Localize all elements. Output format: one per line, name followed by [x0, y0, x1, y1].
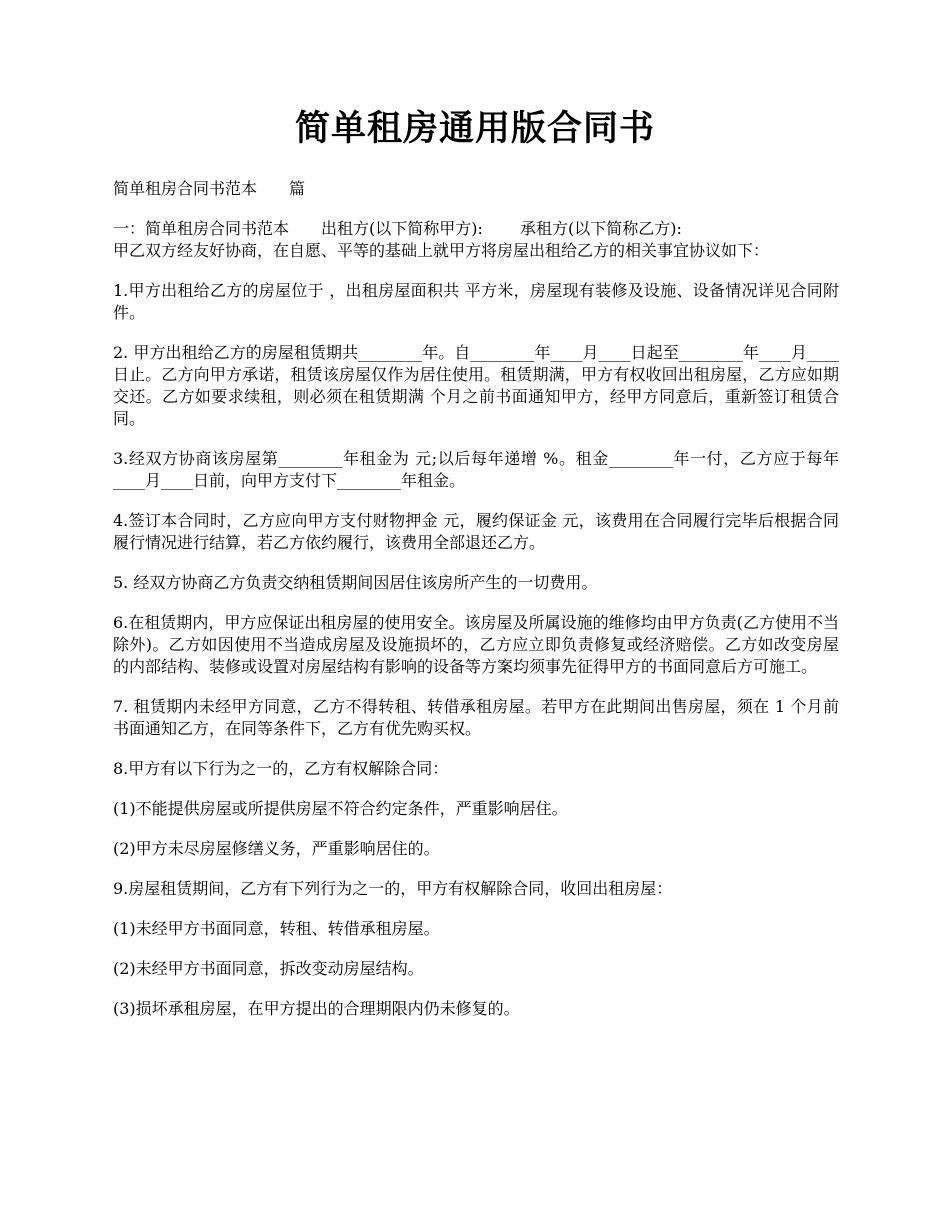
clause-8: 8.甲方有以下行为之一的，乙方有权解除合同： [113, 759, 449, 778]
clause-8-item-1: (1)不能提供房屋或所提供房屋不符合约定条件，严重影响居住。 [113, 799, 568, 818]
clause-9-item-2: (2)未经甲方书面同意，拆改变动房屋结构。 [113, 959, 424, 978]
clause-2: 2. 甲方出租给乙方的房屋租赁期共________年。自________年____月____日起至________年____月____日止。乙方向甲方承诺，租赁该房屋仅作为居住使用。租赁期满，甲方有权收回出租房屋，乙方应如期交还。乙方如要求续租，则必须在租赁期满 个月之前书面通知甲方，经甲方同意后，重新签订租赁合同。 [113, 343, 839, 428]
paragraph-parties: 一：简单租房合同书范本 出租方(以下简称甲方): 承租方(以下简称乙方): [113, 219, 682, 238]
clause-9-item-1: (1)未经甲方书面同意，转租、转借承租房屋。 [113, 919, 440, 938]
clause-8-item-2: (2)甲方未尽房屋修缮义务，严重影响居住的。 [113, 839, 440, 858]
clause-6: 6.在租赁期内，甲方应保证出租房屋的使用安全。该房屋及所属设施的维修均由甲方负责(乙方使用不当除外)。乙方如因使用不当造成房屋及设施损坏的，乙方应立即负责修复或经济赔偿。乙方如改变房屋的内部结构、装修或设置对房屋结构有影响的设备等方案均须事先征得甲方的书面同意后方可施工。 [113, 613, 839, 676]
document-body [113, 178, 839, 1038]
clause-4: 4.签订本合同时，乙方应向甲方支付财物押金 元，履约保证金 元，该费用在合同履行完毕后根据合同履行情况进行结算，若乙方依约履行，该费用全部退还乙方。 [113, 511, 839, 552]
paragraph-intro: 甲乙双方经友好协商，在自愿、平等的基础上就甲方将房屋出租给乙方的相关事宜协议如下： [113, 241, 770, 260]
clause-7: 7. 租赁期内未经甲方同意，乙方不得转租、转借承租房屋。若甲方在此期间出售房屋，须在 1 个月前书面通知乙方，在同等条件下，乙方有优先购买权。 [113, 697, 839, 738]
document-title: 简单租房通用版合同书 [294, 108, 655, 149]
clause-9: 9.房屋租赁期间，乙方有下列行为之一的，甲方有权解除合同，收回出租房屋： [113, 879, 673, 898]
clause-1: 1.甲方出租给乙方的房屋位于 ，出租房屋面积共 平方米，房屋现有装修及设施、设备情况详见合同附件。 [113, 281, 839, 322]
clause-5: 5. 经双方协商乙方负责交纳租赁期间因居住该房所产生的一切费用。 [113, 573, 598, 592]
document-subtitle: 简单租房合同书范本 篇 [113, 179, 306, 198]
clause-3: 3.经双方协商该房屋第________年租金为 元;以后每年递增 %。租金________年一付，乙方应于每年____月____日前，向甲方支付下________年租金。 [113, 449, 839, 490]
clause-9-item-3: (3)损坏承租房屋，在甲方提出的合理期限内仍未修复的。 [113, 999, 520, 1018]
